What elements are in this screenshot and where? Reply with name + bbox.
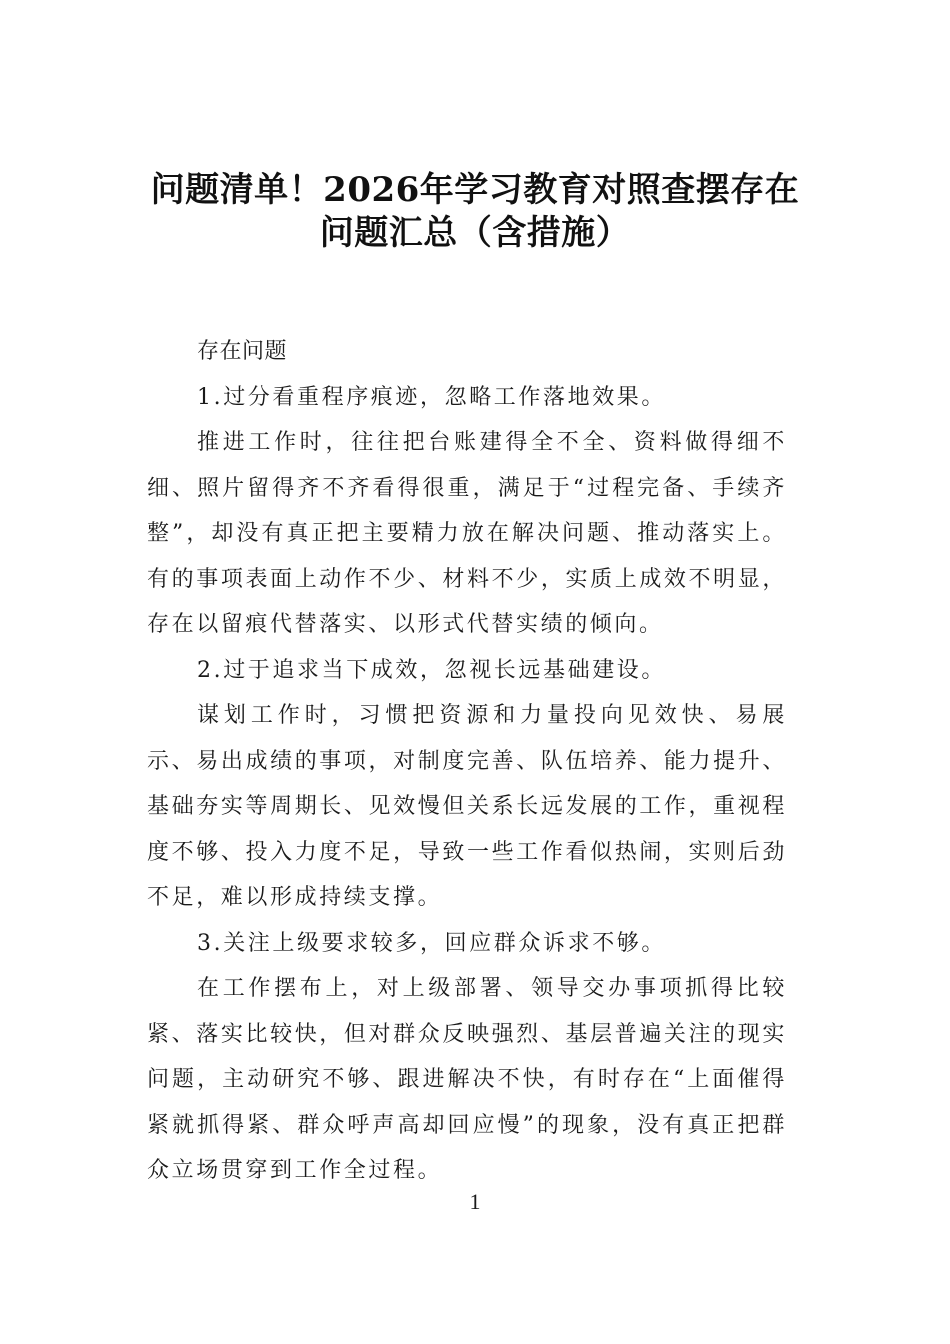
document-body (147, 329, 787, 1194)
item-2-heading: 2.过于追求当下成效，忽视长远基础建设。 (197, 657, 666, 683)
page-number: 1 (469, 1189, 481, 1214)
item-2-body: 谋划工作时，习惯把资源和力量投向见效快、易展示、易出成绩的事项，对制度完善、队伍培养、能力提升、基础夯实等周期长、见效慢但关系长远发展的工作，重视程度不够、投入力度不足，导致一些工作看似热闹，实则后劲不足，难以形成持续支撑。 (147, 703, 787, 910)
item-3-body: 在工作摆布上，对上级部署、领导交办事项抓得比较紧、落实比较快，但对群众反映强烈、基层普遍关注的现实问题，主动研究不够、跟进解决不快，有时存在“上面催得紧就抓得紧、群众呼声高却回应慢”的现象，没有真正把群众立场贯穿到工作全过程。 (147, 976, 787, 1183)
item-1-body: 推进工作时，往往把台账建得全不全、资料做得细不细、照片留得齐不齐看得很重，满足于“过程完备、手续齐整”，却没有真正把主要精力放在解决问题、推动落实上。有的事项表面上动作不少、材料不少，实质上成效不明显，存在以留痕代替落实、以形式代替实绩的倾向。 (147, 430, 787, 637)
item-3-heading: 3.关注上级要求较多，回应群众诉求不够。 (197, 930, 666, 956)
document-title-line-2: 问题汇总（含措施） (319, 213, 631, 253)
item-1-heading: 1.过分看重程序痕迹，忽略工作落地效果。 (197, 384, 666, 410)
document-title-line-1: 问题清单！2026年学习教育对照查摆存在 (150, 170, 800, 210)
section-heading: 存在问题 (197, 339, 288, 364)
